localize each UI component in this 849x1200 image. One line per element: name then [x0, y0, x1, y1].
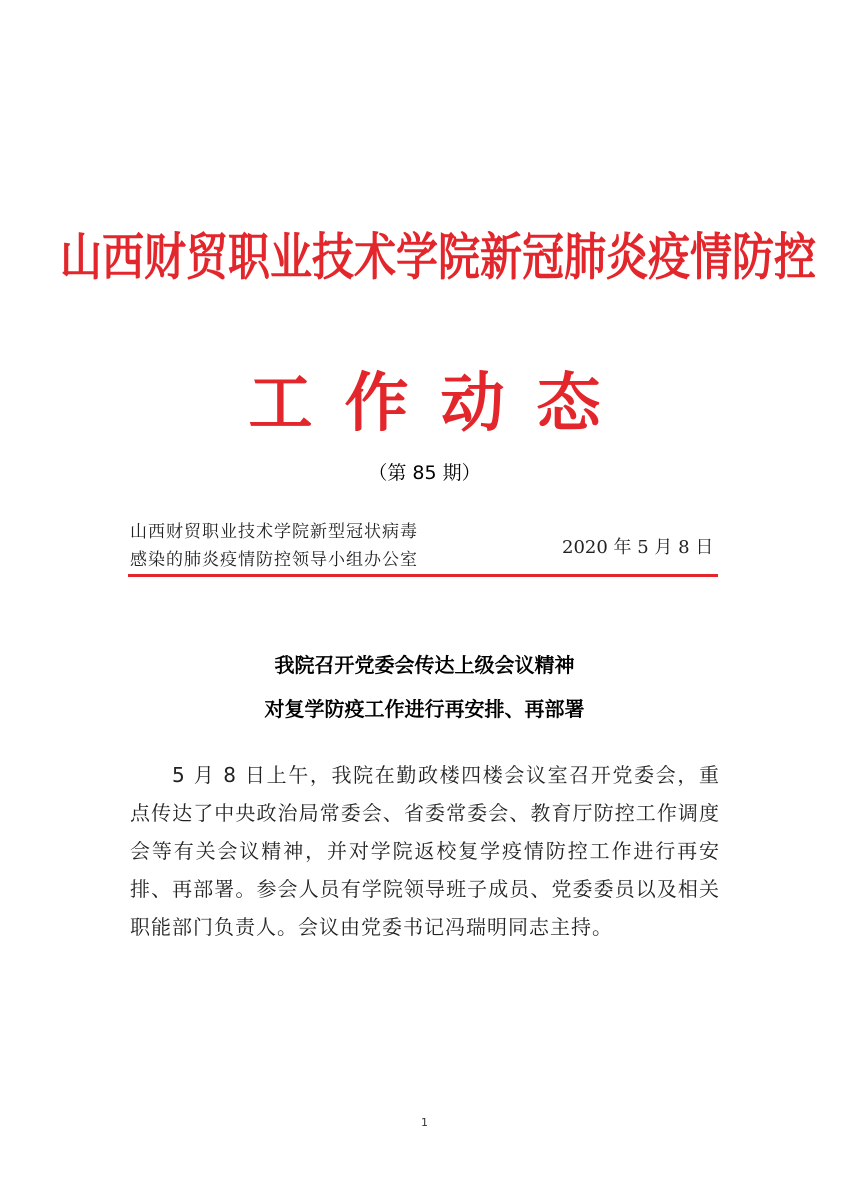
article-headline-line-2: 对复学防疫工作进行再安排、再部署 — [264, 697, 585, 721]
issuer-line-1: 山西财贸职业技术学院新型冠状病毒 — [130, 522, 418, 542]
issue-number: （第 85 期） — [368, 462, 481, 484]
issue-date: 2020 年 5 月 8 日 — [562, 537, 714, 558]
article-paragraph: 5 月 8 日上午，我院在勤政楼四楼会议室召开党委会，重点传达了中央政治局常委会、省委常委会、教育厅防控工作调度会等有关会议精神，并对学院返校复学疫情防控工作进行再安排、再部署。参会人员有学院领导班子成员、党委委员以及相关职能部门负责人。会议由党委书记冯瑞明同志主持。 — [130, 763, 720, 939]
page-number: 1 — [421, 1116, 428, 1129]
masthead-title: 山西财贸职业技术学院新冠肺炎疫情防控 — [60, 227, 817, 287]
red-divider-rule — [128, 574, 718, 577]
masthead-subtitle: 工作动态 — [248, 366, 633, 441]
issuer-block — [130, 518, 470, 574]
issuer-line-2: 感染的肺炎疫情防控领导小组办公室 — [130, 550, 418, 570]
article-headline-line-1: 我院召开党委会传达上级会议精神 — [274, 653, 575, 677]
